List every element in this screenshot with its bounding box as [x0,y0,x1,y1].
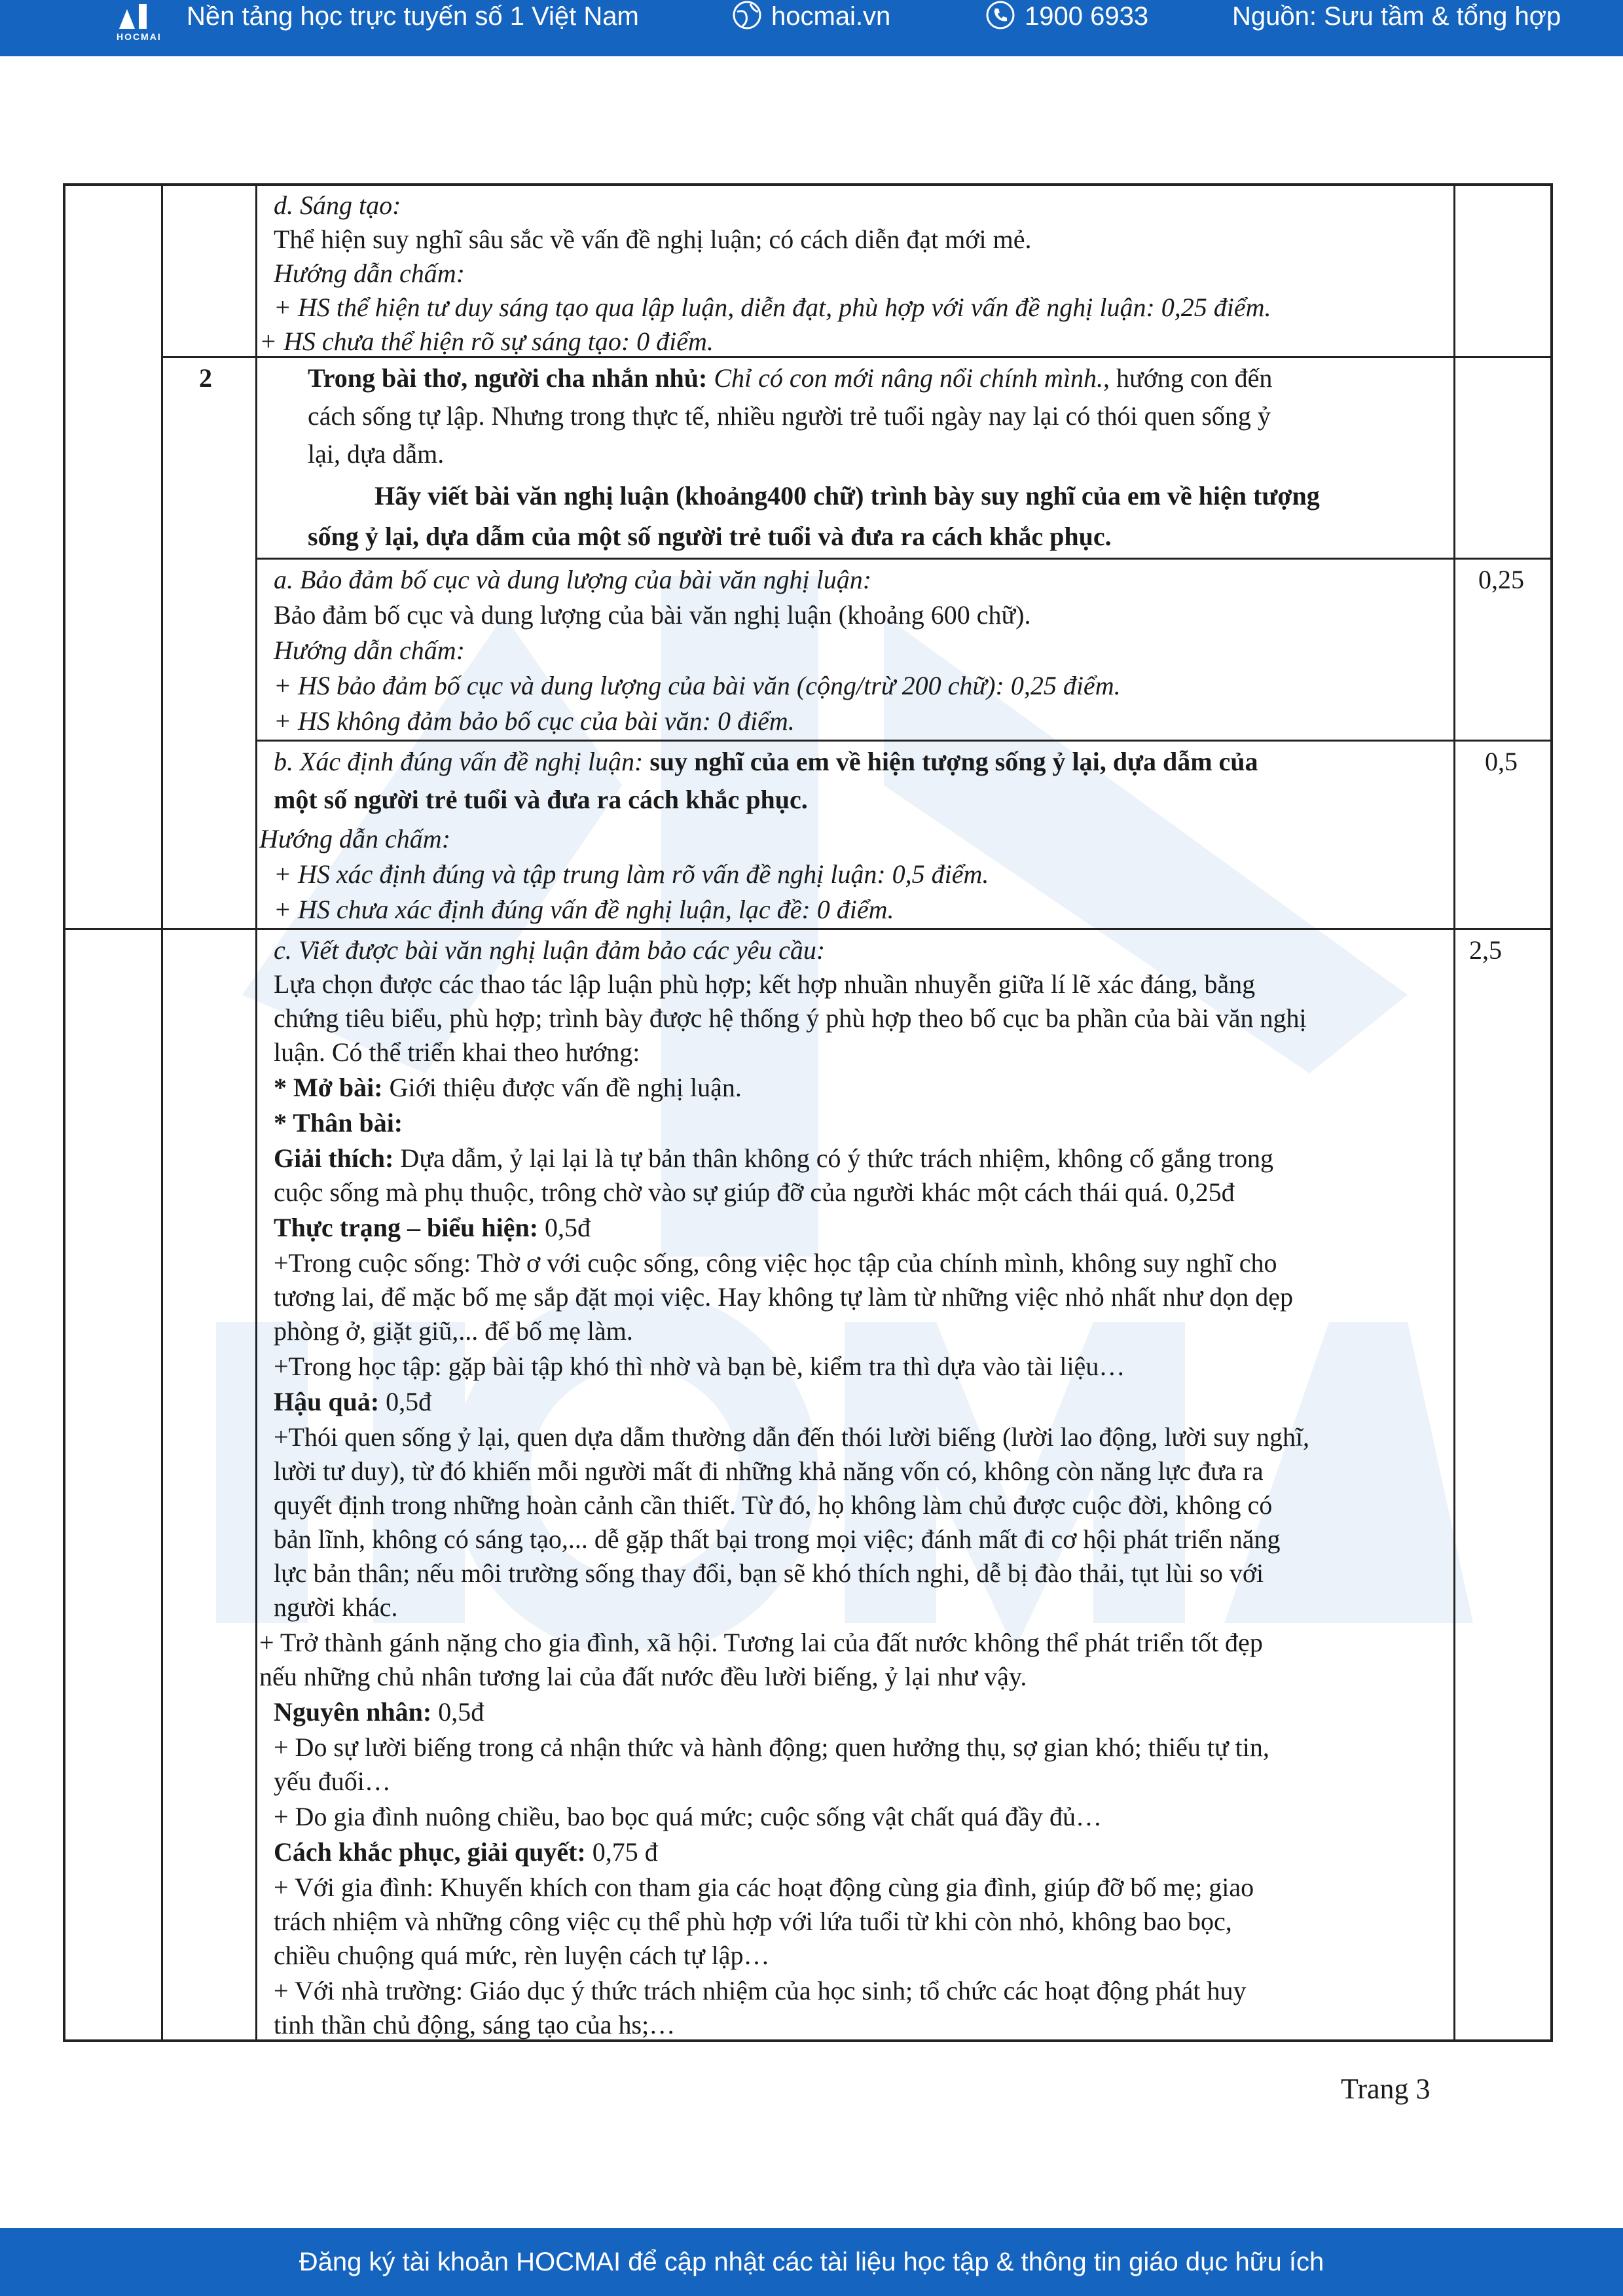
khac-phuc-line: trách nhiệm và những công việc cụ thể phù hợp với lứa tuổi từ khi còn nhỏ, không bao bọc, [274,1907,1232,1936]
row-divider-b [255,740,1553,742]
giai-thich-text: Dựa dẫm, ỷ lại lại là tự bản thân không có ý thức trách nhiệm, không cố gắng trong [393,1143,1273,1173]
giai-thich [274,1141,1273,1175]
section-c-title: c. Viết được bài văn nghị luận đảm bảo các yêu cầu: [274,935,826,965]
hau-qua-line: người khác. [274,1592,398,1622]
nguyen-nhan-line: + Do sự lười biếng trong cả nhận thức và hành động; quen hưởng thụ, sợ gian khó; thiếu tự tin, [274,1732,1269,1762]
section-c-line: chứng tiêu biểu, phù hợp; trình bày được hệ thống ý phù hợp theo bố cục ba phần của bài văn nghị [274,1003,1307,1033]
section-b-line2: một số người trẻ tuổi và đưa ra cách khắc phục. [274,785,808,814]
section-b-guide: Hướng dẫn chấm: [259,824,451,853]
header-source: Nguồn: Sưu tầm & tổng hợp [1232,2,1561,31]
mo-bai [274,1071,742,1105]
giai-thich-label: Giải thích: [274,1143,394,1173]
header-tagline: Nền tảng học trực tuyến số 1 Việt Nam [187,2,639,31]
khac-phuc-line: tinh thần chủ động, sáng tạo của hs;… [274,2010,676,2039]
table-border-right [1550,183,1553,2042]
khac-phuc-line: + Với gia đình: Khuyến khích con tham gia các hoạt động cùng gia đình, giúp đỡ bố mẹ; giao [274,1873,1254,1902]
hau-qua-line: quyết định trong những hoàn cảnh cần thiết. Từ đó, họ không làm chủ được cuộc đời, không có [274,1490,1273,1520]
hau-qua-line: lười tư duy), từ đó khiến mỗi người mất đi những khả năng vốn có, không còn năng lực đưa ra [274,1456,1264,1486]
section-a-score: 0,25 [1478,565,1524,594]
creative-title: d. Sáng tạo: [274,190,401,220]
creative-guide: Hướng dẫn chấm: [274,259,465,288]
section-b-title-italic: b. Xác định đúng vấn đề nghị luận: [274,747,644,776]
thuc-trang-score: 0,5đ [538,1213,591,1242]
section-c-line: luận. Có thể triển khai theo hướng: [274,1037,640,1067]
than-bai-label: * Thân bài: [274,1108,403,1138]
question-prompt-line2: sống ỷ lại, dựa dẫm của một số người trẻ tuổi và đưa ra cách khắc phục. [308,522,1112,551]
mo-bai-text: Giới thiệu được vấn đề nghị luận. [382,1073,742,1102]
section-b-title [274,745,1258,779]
section-b-l2: + HS chưa xác định đúng vấn đề nghị luận, lạc đề: 0 điểm. [274,895,894,924]
section-b-score: 0,5 [1485,747,1518,776]
question-number: 2 [199,363,212,393]
hau-qua-label: Hậu quả: [274,1387,380,1416]
section-b-l1: + HS xác định đúng và tập trung làm rõ vấn đề nghị luận: 0,5 điểm. [274,859,989,889]
hau-qua [274,1385,431,1419]
hau-qua-line: lực bản thân; nếu môi trường sống thay đổi, bạn sẽ khó thích nghi, dễ bị đào thải, tụt lùi so với [274,1558,1264,1588]
nguyen-nhan-line: yếu đuối… [274,1767,391,1796]
question-line3: lại, dựa dẫm. [308,439,445,469]
question-line1-quote: Chỉ có con mới nâng nổi chính mình. [707,363,1104,393]
thuc-trang-line: phòng ở, giặt giũ,... để bố mẹ làm. [274,1316,633,1346]
mo-bai-label: * Mở bài: [274,1073,383,1102]
section-b-title-bold: suy nghĩ của em về hiện tượng sống ỷ lại, dựa dẫm của [643,747,1258,776]
footer-banner[interactable] [0,2228,1623,2296]
thuc-trang-label: Thực trạng – biểu hiện: [274,1213,539,1242]
hau-qua-line: +Thói quen sống ỷ lại, quen dựa dẫm thường dẫn đến thói lười biếng (lười lao động, lười suy nghĩ, [274,1422,1310,1452]
hau-qua-line: bản lĩnh, không có sáng tạo,... dễ gặp thất bại trong mọi việc; đánh mất đi cơ hội phát triển năng [274,1524,1281,1554]
section-a-title: a. Bảo đảm bố cục và dung lượng của bài văn nghị luận: [274,565,872,594]
footer-cta: Đăng ký tài khoản HOCMAI để cập nhật các tài liệu học tập & thông tin giáo dục hữu ích [299,2248,1324,2276]
section-a-line2: + HS không đảm bảo bố cục của bài văn: 0 điểm. [274,706,795,736]
thuc-trang-line: tương lai, để mặc bố mẹ sắp đặt mọi việc. Hay không tự làm từ những việc nhỏ nhất như dọn dẹp [274,1282,1294,1312]
page-number: Trang 3 [1341,2073,1431,2105]
row-divider-a [255,558,1553,560]
creative-line1: + HS thể hiện tư duy sáng tạo qua lập luận, diễn đạt, phù hợp với vấn đề nghị luận: 0,25 điểm. [274,293,1271,322]
nguyen-nhan-line: + Do gia đình nuông chiều, bao bọc quá mức; cuộc sống vật chất quá đầy đủ… [274,1802,1103,1831]
question-line2: cách sống tự lập. Nhưng trong thực tế, nhiều người trẻ tuổi ngày nay lại có thói quen sống ỷ [308,401,1271,431]
section-c-score: 2,5 [1469,935,1502,965]
creative-line2: + HS chưa thể hiện rõ sự sáng tạo: 0 điểm. [259,327,714,356]
hau-qua-score: 0,5đ [379,1387,432,1416]
giai-thich-line2: cuộc sống mà phụ thuộc, trông chờ vào sự giúp đỡ của người khác một cách thái quá. 0,25đ [274,1177,1235,1207]
khac-phuc-line: + Với nhà trường: Giáo dục ý thức trách nhiệm của học sinh; tổ chức các hoạt động phát huy [274,1976,1247,2005]
khac-phuc [274,1835,658,1869]
creative-desc: Thể hiện suy nghĩ sâu sắc về vấn đề nghị luận; có cách diễn đạt mới mẻ. [274,224,1032,254]
row-divider-c [63,928,1553,930]
section-a-line1: + HS bảo đảm bố cục và dung lượng của bài văn (cộng/trừ 200 chữ): 0,25 điểm. [274,671,1121,700]
section-a-desc: Bảo đảm bố cục và dung lượng của bài văn nghị luận (khoảng 600 chữ). [274,600,1031,630]
nguyen-nhan-score: 0,5đ [431,1697,484,1727]
table-border-left [63,183,65,2042]
table-border-col3 [1453,183,1455,2042]
question-line1 [308,361,1272,395]
question-line1-bold: Trong bài thơ, người cha nhắn nhủ: [308,363,708,393]
nguyen-nhan-label: Nguyên nhân: [274,1697,432,1727]
thuc-trang [274,1211,591,1245]
question-prompt-line1: Hãy viết bài văn nghị luận (khoảng400 chữ) trình bày suy nghĩ của em về hiện tượng [374,481,1320,511]
nguyen-nhan [274,1695,484,1729]
table-border-col2 [255,183,257,2042]
khac-phuc-line: chiều chuộng quá mức, rèn luyện cách tự lập… [274,1941,770,1970]
logo-text: HOCMAI [117,31,162,42]
section-a-guide: Hướng dẫn chấm: [274,636,465,665]
table-border-col1 [161,183,163,2042]
thuc-trang-line: +Trong học tập: gặp bài tập khó thì nhờ và bạn bè, kiểm tra thì dựa vào tài liệu… [274,1352,1125,1381]
ganh-nang-line: + Trở thành gánh nặng cho gia đình, xã hội. Tương lai của đất nước không thể phát triển tốt đẹp [259,1628,1263,1657]
phone-text: 1900 6933 [1025,2,1149,31]
thuc-trang-line: +Trong cuộc sống: Thờ ơ với cuộc sống, công việc học tập của chính mình, không suy nghĩ cho [274,1248,1277,1278]
khac-phuc-label: Cách khắc phục, giải quyết: [274,1837,586,1867]
ganh-nang-line: nếu những chủ nhân tương lai của đất nước đều lười biếng, ỷ lại như vậy. [259,1662,1027,1691]
question-line1-rest: , hướng con đến [1103,363,1273,393]
table-border-top [63,183,1553,186]
khac-phuc-score: 0,75 đ [585,1837,658,1867]
website-text: hocmai.vn [771,2,891,31]
section-c-line: Lựa chọn được các thao tác lập luận phù hợp; kết hợp nhuần nhuyễn giữa lí lẽ xác đáng, bằng [274,969,1256,999]
